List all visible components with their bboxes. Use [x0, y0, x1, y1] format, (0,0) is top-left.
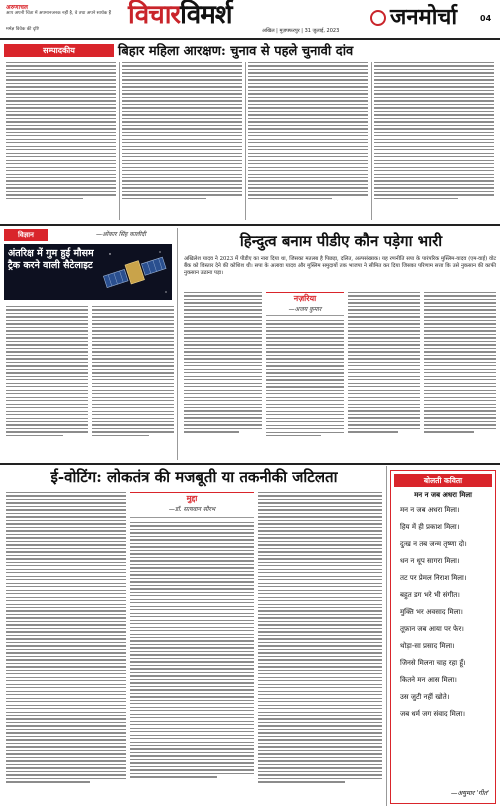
feature-column-2: [266, 320, 344, 458]
editorial-column-2: [122, 62, 242, 220]
poem-line: उस जुटी नहीं खोते।: [400, 693, 450, 701]
title-part-vichar: विचार: [128, 0, 181, 30]
poem-section-label: बोलती कविता: [394, 474, 492, 487]
science-column-1: [6, 306, 88, 458]
editorial-divider-3: [371, 62, 372, 220]
science-section-label: विज्ञान: [4, 229, 48, 241]
evoting-headline: ई-वोटिंग: लोकतंत्र की मजबूती या तकनीकी जटिलता: [50, 468, 338, 486]
satellite-image: [100, 246, 172, 300]
left-paper-name: अरुणाचल: [6, 4, 28, 11]
poem-line: जब धर्म जग संवाद मिला।: [400, 710, 466, 718]
poem-line: मन न जब अधरा मिला।: [400, 506, 460, 514]
evoting-poem-divider: [386, 466, 387, 806]
feature-column-1: [184, 292, 262, 458]
left-tagline-2: मर्मज्ञ विवेक की दृष्टि: [6, 27, 39, 32]
editorial-column-1: [6, 62, 116, 220]
poem-subtitle: मन न जब अधरा मिला: [414, 490, 472, 499]
feature-column-3: [348, 292, 420, 458]
page-number: 04: [480, 14, 492, 23]
editorial-divider-1: [119, 62, 120, 220]
section-rule-1: [0, 224, 500, 226]
poem-line: हिय में ही प्रकाश मिला।: [400, 523, 460, 531]
masthead-title: [128, 1, 232, 29]
poem-line: थोड़ा-सा प्रसाद मिला।: [400, 642, 455, 650]
evoting-column-3: [258, 492, 382, 804]
title-part-vimarsh: विमर्श: [180, 0, 232, 30]
poem-line: बहुत डग भरे भी संगीत।: [400, 591, 460, 599]
poem-line: धन न धूप सागरा मिला।: [400, 557, 460, 565]
brand-logo: जनमोर्चा: [390, 4, 458, 30]
evoting-byline: —डॉ. सत्यवान सौरभ: [168, 506, 216, 513]
science-article: [4, 244, 172, 300]
editorial-section-label: सम्पादकीय: [4, 44, 114, 57]
science-feature-divider: [177, 228, 178, 460]
globe-icon: [370, 10, 386, 26]
masthead: [0, 0, 500, 40]
poem-line: तट पर प्रेमल निराश मिला।: [400, 574, 467, 582]
poem-line: कितने मन आस मिला।: [400, 676, 457, 684]
feature-deck: अखिलेश यादव ने 2023 में पीडीए का नारा दिया था, जिसका मतलब है पिछड़ा, दलित, अल्पसंख्यक। यह रणनीति सपा के पारंपरिक मुस्लिम-यादव (एम-वाई) वोट बैंक को विस्तार देने की कोशिश थी। सपा के अलावा यादव और मुस्लिम समुदायों तक भाजपा ने सीमित कर दिया जिसका परिणाम सत्ता कि उसे नुकसान की काफी नुकसान उठाना पड़ा।: [184, 256, 496, 276]
feature-column-4: [424, 292, 496, 458]
section-rule-2: [0, 463, 500, 465]
poem-byline: —अयुमार 'गीत': [450, 789, 489, 797]
evoting-column-label-box: [130, 492, 254, 518]
evoting-column-label: मुद्दा: [186, 494, 198, 503]
feature-headline: हिन्दुत्व बनाम पीडीए कौन पड़ेगा भारी: [239, 232, 443, 250]
editorial-column-4: [374, 62, 494, 220]
editorial-column-3: [248, 62, 368, 220]
poem-box: [390, 470, 496, 804]
feature-column-label: नज़रिया: [293, 294, 317, 303]
poem-line: जिनसे मिलना चाह रहा हूँ।: [400, 659, 466, 667]
science-headline: अंतरिक्ष में गुम हुई मौसम ट्रैक करने वाली सैटेलाइट: [8, 248, 94, 271]
science-column-2: [92, 306, 174, 458]
editorial-divider-2: [245, 62, 246, 220]
poem-line: मुक्ति भर अवसाद मिला।: [400, 608, 463, 616]
poem-line: तूफ़ान जब आया पर फेर।: [400, 625, 464, 633]
poem-lines: [394, 506, 492, 719]
editorial-headline: बिहार महिला आरक्षण: चुनाव से पहले चुनावी दांव: [118, 44, 354, 59]
feature-column-label-box: [266, 292, 344, 316]
poem-line: दुःख न तब जन्म तृष्णा दो।: [400, 540, 467, 548]
left-tagline: आप अपनी चिंता में अपमानजनक नहीं है, वे तथा अपने सार्थक हैं: [6, 11, 112, 16]
feature-byline: —अजय कुमार: [288, 306, 322, 313]
science-byline: —ओंकार सिंह कालीदी: [96, 231, 146, 238]
date-line: अखिल | मुज़फ्फरपुर | 31 जुलाई, 2023: [262, 28, 340, 34]
evoting-column-1: [6, 492, 126, 804]
evoting-column-2: [130, 522, 254, 804]
